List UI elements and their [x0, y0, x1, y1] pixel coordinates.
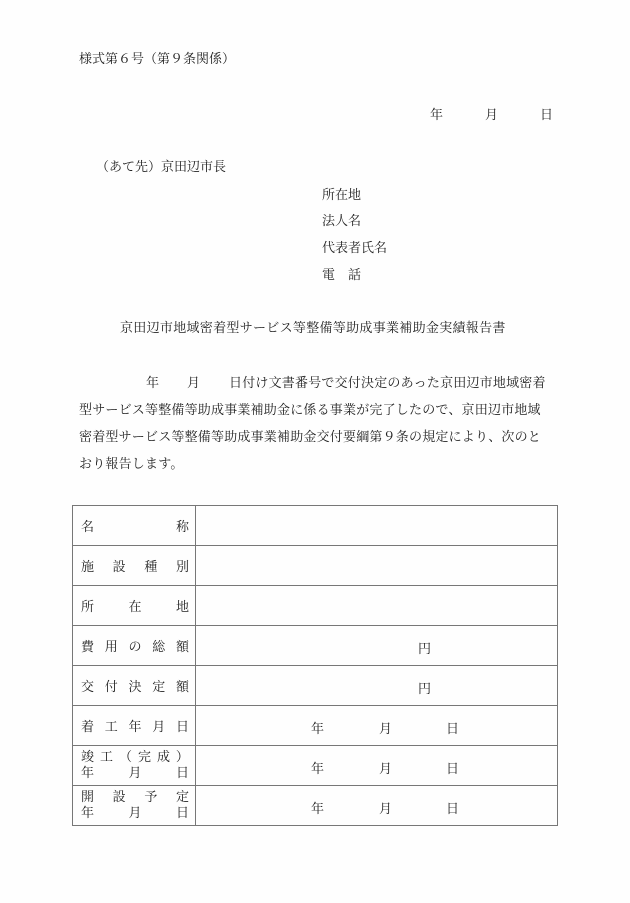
table-row-start-date [73, 706, 558, 746]
body-line-1: 年 月 日付け文書番号で交付決定のあった京田辺市地域密着 [146, 376, 546, 391]
date-day-label: 日 [540, 108, 554, 123]
table-row-total-cost [73, 626, 558, 666]
applicant-location-label: 所在地 [322, 188, 362, 203]
value-grant-amount[interactable] [196, 666, 558, 706]
report-table [72, 505, 558, 826]
label-start-date: 着 工 年 月 日 [73, 706, 196, 746]
body-line-2: 型サービス等整備等助成事業補助金に係る事業が完了したので、京田辺市地域 [79, 403, 541, 418]
value-name[interactable] [196, 506, 558, 546]
applicant-phone-label: 電 話 [322, 268, 362, 283]
table-row-facility-type [73, 546, 558, 586]
form-number: 様式第６号（第９条関係） [79, 52, 236, 67]
table-row-location [73, 586, 558, 626]
table-row-opening-date [73, 786, 558, 826]
table-row-completion-date [73, 746, 558, 786]
body-line-4: おり報告します。 [79, 457, 184, 472]
yen-unit: 円 [418, 682, 432, 697]
value-total-cost[interactable] [196, 626, 558, 666]
value-facility-type[interactable] [196, 546, 558, 586]
label-total-cost: 費 用 の 総 額 [73, 626, 196, 666]
value-opening-date[interactable]: 年 月 日 [196, 786, 558, 826]
value-location[interactable] [196, 586, 558, 626]
label-opening-date: 開 設 予 定 年 月 日 [73, 786, 196, 826]
table-row-name [73, 506, 558, 546]
document-title: 京田辺市地域密着型サービス等整備等助成事業補助金実績報告書 [120, 321, 506, 336]
applicant-representative-label: 代表者氏名 [322, 241, 388, 256]
label-completion-date: 竣 工 （ 完 成 ） 年 月 日 [73, 746, 196, 786]
date-month-label: 月 [485, 108, 499, 123]
table-row-grant-amount [73, 666, 558, 706]
value-start-date[interactable]: 年 月 日 [196, 706, 558, 746]
addressee: （あて先）京田辺市長 [96, 160, 227, 175]
yen-unit: 円 [418, 642, 432, 657]
applicant-corporation-label: 法人名 [322, 214, 362, 229]
label-grant-amount: 交 付 決 定 額 [73, 666, 196, 706]
value-completion-date[interactable]: 年 月 日 [196, 746, 558, 786]
date-year-label: 年 [430, 108, 444, 123]
label-location: 所 在 地 [73, 586, 196, 626]
body-line-3: 密着型サービス等整備等助成事業補助金交付要綱第９条の規定により、次のと [79, 430, 542, 445]
label-facility-type: 施 設 種 別 [73, 546, 196, 586]
label-name: 名 称 [73, 506, 196, 546]
